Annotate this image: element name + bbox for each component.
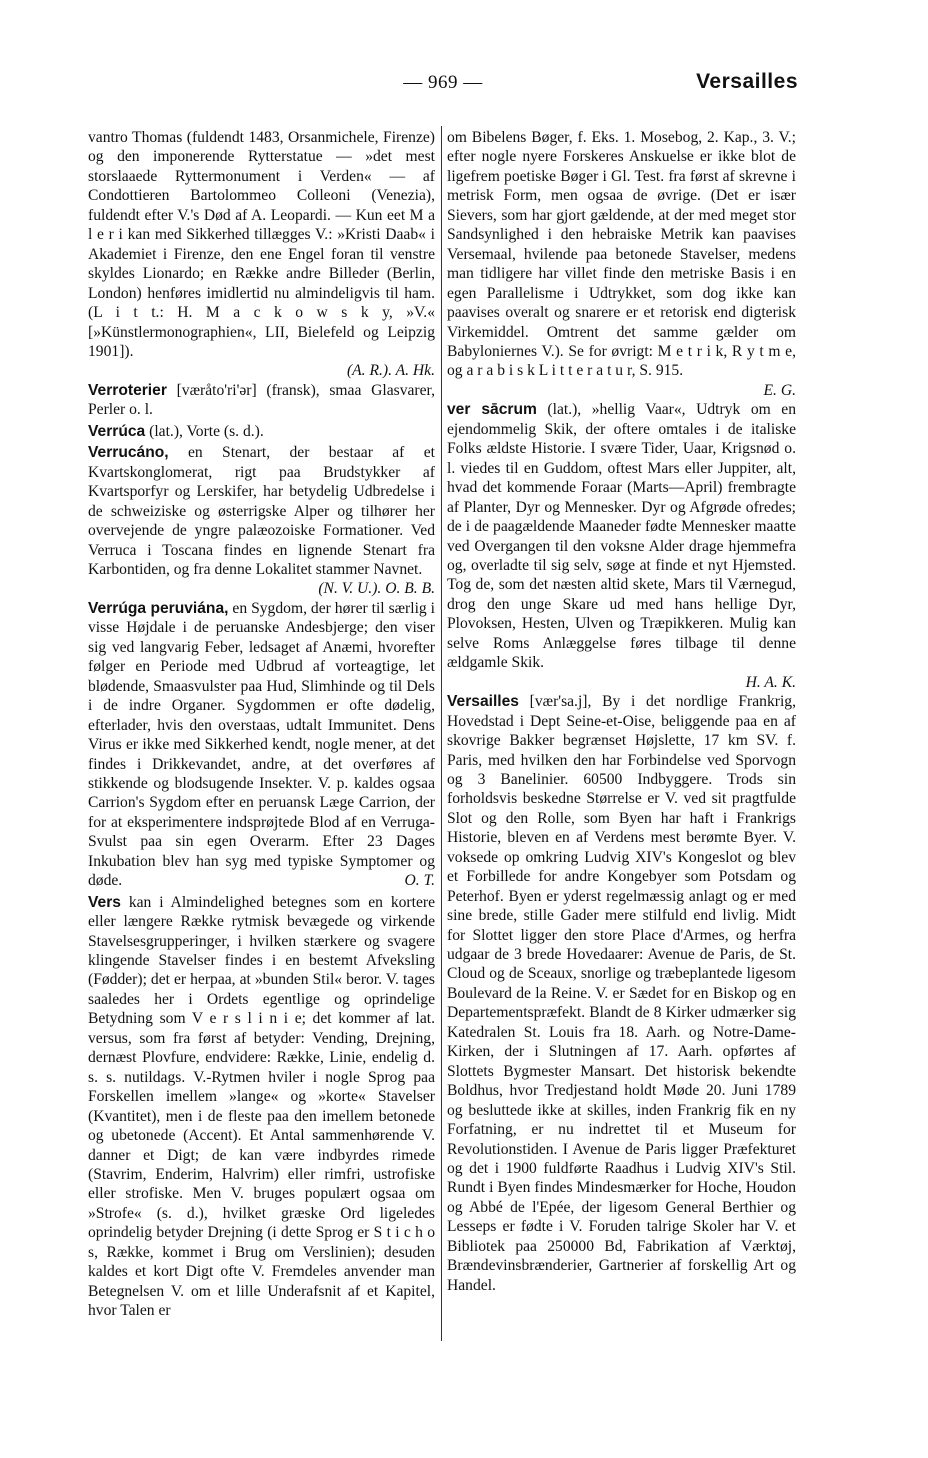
- entry-text: [vær'sa.j], By i det nordlige Frankrig, Hovedstad i Dept Seine-et-Oise, beliggende paa en af skovrige Bakker begrænset Højslette, 17 km SV. f. Paris, med hvilken den har Forbindelse ved Sporvogn og 3 Banelinier. 60500 Indbyggere. Trods sin forholdsvis beskedne Størrelse er V. ved sit pragtfulde Slot og den Rolle, som Byen har haft i Frankrigs Historie, bleven en af Verdens mest berømte Byer. V. voksede op omkring Ludvig XIV's Kongeslot og blev et Forbillede for andre Kongebyer som Potsdam og Peterhof. Byen er yderst regelmæssig anlagt og er med sine brede, stille Gader mere stilfuld end livlig. Midt for Slottet ligger den store Place d'Armes, og herfra udgaar de 3 brede Hovedaarer: Avenue de Paris, de St. Cloud og de Sceaux, snorlige og træbeplantede ligesom Boulevard de la Reine. V. er Sædet for en Biskop og en Departementspræfekt. Blandt de 8 Kirker udmærker sig Katedralen St. Louis fra 18. Aarh. og Notre-Dame-Kirken, der i Slutningen af 17. Aarh. opførtes af Slottets Bygmester Mansart. Det historisk bekendte Boldhus, hvor Tredjestand holdt Møde 20. Juni 1789 og besluttede ikke at skilles, inden Frankrig fik en ny Forfatning, er nu indrettet til et Museum for Revolutionstiden. I Avenue de Paris ligger Præfekturet og det i 1900 fuldførte Raadhus i Ludvig XIV's Stil. Rundt i Byen findes Mindesmærker for Hoche, Houdon og Abbé de l'Epée, der ligesom General Berthier og Lesseps er fødte i V. Foruden talrige Skoler har V. et Bibliotek paa 250000 Bd, Fabrikation af Værktøj, Brændevinsbrænderier, Gartnerier af forskellig Art og Handel.: [447, 693, 796, 1294]
- entry-signature: (A. R.). A. Hk.: [346, 362, 435, 380]
- headword: ver sācrum: [447, 401, 537, 419]
- entry-signature: E. G.: [763, 381, 796, 399]
- headword: Verrucáno,: [88, 444, 169, 462]
- entry-versailles: [447, 692, 796, 1295]
- headword: Vers: [88, 893, 121, 911]
- entry-text: vantro Thomas (fuldendt 1483, Orsanmichele, Firenze) og den imponerende Rytterstatue — »det mest storslaaede Ryttermonument i Verden« — af Condottieren Bartolommeo Colleoni (Venezia), fuldendt efter V.'s Død af A. Leopardi. — Kun eet M a l e r i kan med Sikkerhed tillægges V.: »Kristi Daab« i Akademiet i Firenze, den ene Engel foran til venstre skyldes Lionardo; en Række andre Billeder (Berlin, London) henføres imidlertid nu almindeligvis til ham. (L i t t.: H. M a c k o w s k y, »V.« [»Künstlermonographien«, LII, Bielefeld og Leipzig 1901]).: [88, 129, 435, 360]
- entry-text: en Sygdom, der hører til særlig i visse Højdale i de peruanske Andesbjerge; den viser sig ved langvarig Feber, ledsaget af Anæmi, hvorefter følger en Periode med Udbrud af vorteagtige, let blødende, Smaasvulster paa Hud, Slimhinde og til Dels i de indre Organer. Sygdommen er ofte dødelig, efterlader, hvis den overstaas, udtalt Immunitet. Dens Virus er ikke med Sikkerhed kendt, nogle mener, at det findes i Drikkevandet, andre, at det overføres af stikkende og blodsugende Insekter. V. p. kaldes ogsaa Carrion's Sygdom efter en peruansk Læge Carrion, der for at eksperimentere indsprøjtede Blod af en Verruga-Svulst paa sin egen Overarm. Efter 23 Dages Inkubation blev han syg med typiske Symptomer og døde.: [88, 599, 436, 890]
- entry-vers: [88, 893, 435, 1321]
- column-divider: [441, 126, 442, 1341]
- entry-text: (lat.), »hellig Vaar«, Udtryk om en ejendommelig Skik, der oftere omtales i de italiske Folks ældste Historie. I svære Tider, Uaar, Krigsnød o. l. viedes til en Guddom, oftest Mars eller Juppiter, alt, hvad det kommende Foraar (Marts—April) frembragte af Planter, Dyr og Mennesker. Dyr og Afgrøde ofredes; de i de paagældende Maaneder fødte Mennesker maatte ved Overgangen til den voksne Alder drage hjemmefra og, overladte til sig selv, søge at finde et nyt Hjemsted. Tog de, som det næsten altid skete, Mars til Værnegud, drog den unge Skare ud med hans hellige Dyr, Plovoksen, Hesten, Ulven og Træpikkeren. Mulig kan selve Roms Anlæggelse føres tilbage til denne ældgamle Skik.: [447, 401, 796, 672]
- entry-ver-sacrum: [447, 400, 796, 672]
- page-header: [88, 72, 798, 102]
- entry-text: kan i Almindelighed betegnes som en kortere eller længere Række rytmisk bevægede og virkende Stavelsesgrupperinger, i hvilken stærkere og svagere klingende Stavelser findes i en bestemt Afveksling (Fødder); det er herpaa, at »bunden Stil« beror. V. tages saaledes her i Ordets egentlige og oprindelige Betydning som V e r s l i n i e; det kommer af lat. versus, som fra først af betyder: Vending, Drejning, dernæst Plovfure, endvidere: Række, Linie, endelig d. s. s. nutildags. V.-Rytmen hviler i nogle Sprog paa Forskellen imellem »lange« og »korte« Stavelser (Kvantitet), men i de fleste paa den imellem betonede og ubetonede (Accent). Et Antal sammenhørende V. danner et Digt; de kan være indbyrdes rimede (Stavrim, Enderim, Halvrim) eller rimfri, ustrofiske eller strofiske. Men V. bruges populært ogsaa om »Strofe« (s. d.), hvilket græske Ord ligeledes oprindelig betyder Drejning (i dette Sprog er S t i c h o s, Række, kommet i Brug om Verslinien); desuden kaldes et kort Digt ofte V. Fremdeles anvender man Betegnelsen V. om et lille Underafsnit af et Kapitel, hvor Talen er: [88, 893, 435, 1320]
- entry-text: om Bibelens Bøger, f. Eks. 1. Mosebog, 2. Kap., 3. V.; efter nogle nyere Forskeres Anskuelse er ikke blot de ligefrem poetiske Bøger i Gl. Test. fra først af skrevne i metrisk Form, men ogsaa de øvrige. (Det er især Sievers, som har gjort gældende, at der med meget stor Sandsynlighed i den hebraiske Metrik kan paavises Versemaal, hvilende paa betonede Stavelser, medens man tidligere har villet finde den metriske Basis i en egen Parallelisme i Udtrykket, som dog ikke kan paavises overalt og snarere er et retorisk end digterisk Virkemiddel. Omtrent det samme gælder om Babyloniernes V.). Se for øvrigt: M e t r i k, R y t m e, og a r a b i s k L i t t e r a t u r, S. 915.: [447, 129, 796, 380]
- page-number: — 969 —: [403, 72, 483, 93]
- headword: Verrúga peruviána,: [88, 599, 229, 617]
- entry-verruca: [88, 422, 435, 441]
- headword: Versailles: [447, 693, 519, 711]
- entry-verruga-peruviana: [88, 599, 435, 891]
- headword: Verrúca: [88, 422, 146, 440]
- entry-signature: (N. V. U.). O. B. B.: [318, 580, 435, 598]
- entry-signature: H. A. K.: [745, 673, 796, 691]
- entry-text: [væråto'ri'ər] (fransk), smaa Glasvarer, Perler o. l.: [88, 381, 435, 419]
- left-column: [88, 128, 435, 1321]
- entry-signature: O. T.: [404, 872, 435, 890]
- entry-vers-continuation: [447, 128, 796, 381]
- entry-verrocchio-continuation: [88, 128, 435, 361]
- entry-verroterier: [88, 381, 435, 420]
- right-column: [447, 128, 796, 1295]
- entry-text: (lat.), Vorte (s. d.).: [149, 422, 264, 440]
- running-head: Versailles: [696, 70, 798, 93]
- entry-text: en Stenart, der bestaar af et Kvartskonglomerat, rigt paa Brudstykker af Kvartsporfyr og Lerskifer, har betydelig Udbredelse i de schweiziske og østerrigske Alper og tilhører her overvejende de yngre palæozoiske Formationer. Ved Verruca i Toscana findes en lignende Stenart fra Karbontiden, og fra denne Lokalitet stammer Navnet.: [88, 444, 435, 578]
- headword: Verroterier: [88, 381, 167, 399]
- entry-verrucano: [88, 443, 435, 579]
